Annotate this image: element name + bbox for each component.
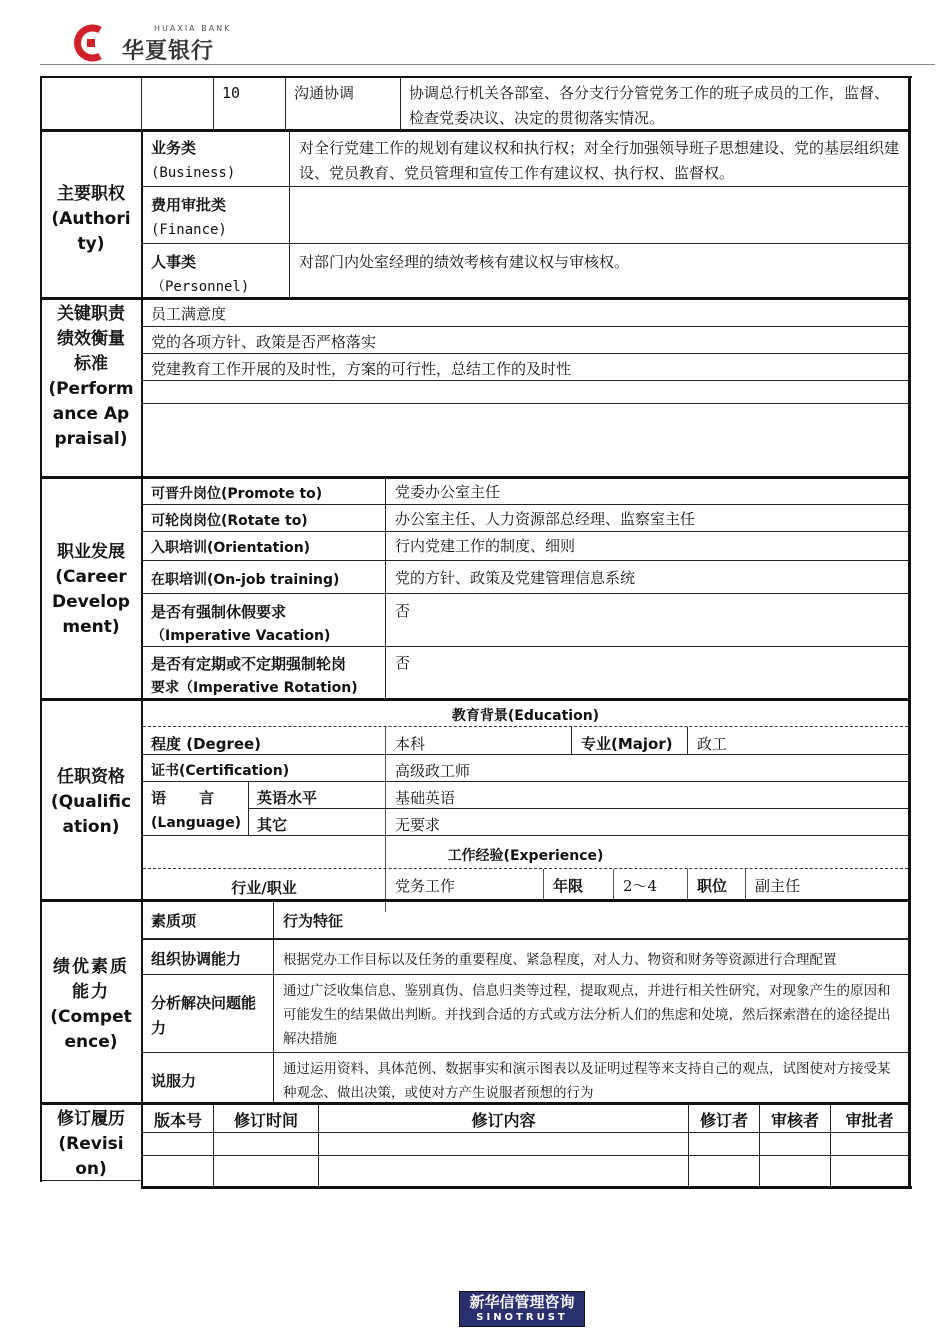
revision-header-reviewer: 审核者 xyxy=(770,1111,819,1130)
career-label xyxy=(44,540,138,640)
top-row-name: 沟通协调 xyxy=(294,84,355,102)
experience-title: 工作经验(Experience) xyxy=(447,848,604,864)
career-label-en: (Career Development) xyxy=(52,567,130,637)
competence-label-cn: 绩优素质能力 xyxy=(53,957,129,1002)
career-value-rotate: 办公室主任、人力资源部总经理、监察室主任 xyxy=(395,510,696,528)
competence-name-2: 分析解决问题能力 xyxy=(151,994,257,1037)
career-value-rotation: 否 xyxy=(395,654,411,672)
competence-col2: 行为特征 xyxy=(283,912,344,930)
career-key-orientation: 入职培训(Orientation) xyxy=(151,540,311,556)
position-value: 副主任 xyxy=(755,877,801,895)
header-rule xyxy=(40,64,935,65)
major-label: 专业(Major) xyxy=(581,735,673,753)
revision-label xyxy=(44,1107,138,1182)
authority-label-cn: 主要职权 xyxy=(57,184,125,204)
authority-cat-finance: 费用审批类 (Finance) xyxy=(151,196,227,238)
footer-logo xyxy=(459,1291,585,1327)
language-label: 语 言 (Language) xyxy=(151,789,242,831)
competence-text-1: 根据党办工作目标以及任务的重要程度、紧急程度，对人力、物资和财务等资源进行合理配置 xyxy=(283,952,837,968)
career-key-rotation: 是否有定期或不定期强制轮岗 要求（Imperative Rotation) xyxy=(151,655,358,696)
qualification-label-en: (Qualification) xyxy=(50,792,132,837)
career-key-promote: 可晋升岗位(Promote to) xyxy=(151,486,323,502)
career-value-vacation: 否 xyxy=(395,602,411,620)
competence-label-en: (Competence) xyxy=(50,1007,132,1052)
revision-label-en: (Revision) xyxy=(58,1134,124,1179)
competence-col1: 素质项 xyxy=(151,912,197,930)
huaxia-bank-logo-icon xyxy=(72,24,112,62)
top-row-no: 10 xyxy=(222,84,241,102)
competence-text-3: 通过运用资料、具体范例、数据事实和演示图表以及证明过程等来支持自己的观点，试图使对方接受某种观念、做出决策，或使对方产生说服者预想的行为 xyxy=(283,1061,891,1101)
performance-label-cn: 关键职责绩效衡量标准 xyxy=(57,304,125,374)
cert-value: 高级政工师 xyxy=(395,762,471,780)
revision-header-approver: 审批者 xyxy=(845,1111,894,1130)
competence-name-1: 组织协调能力 xyxy=(151,950,242,968)
authority-text-business: 对全行党建工作的规划有建议权和执行权；对全行加强领导班子思想建设、党的基层组织建设、党员教育、党员管理和宣传工作有建议权、执行权、监督权。 xyxy=(299,139,900,182)
authority-text-personnel: 对部门内处室经理的绩效考核有建议权与审核权。 xyxy=(299,253,630,271)
revision-label-cn: 修订履历 xyxy=(57,1109,125,1129)
authority-label-en: (Authority) xyxy=(51,209,131,254)
performance-item-4 xyxy=(143,381,908,387)
qualification-label-cn: 任职资格 xyxy=(57,767,125,787)
footer-logo-en: SINOTRUST xyxy=(476,1312,568,1323)
career-key-rotate: 可轮岗岗位(Rotate to) xyxy=(151,513,308,529)
career-value-orientation: 行内党建工作的制度、细则 xyxy=(395,537,576,555)
performance-item-3: 党建教育工作开展的及时性，方案的可行性，总结工作的及时性 xyxy=(151,360,572,378)
other-value: 无要求 xyxy=(395,816,441,834)
years-label: 年限 xyxy=(553,877,584,895)
header-logo xyxy=(72,24,242,64)
career-value-onjob: 党的方针、政策及党建管理信息系统 xyxy=(395,569,636,587)
position-label: 职位 xyxy=(697,877,728,895)
years-value: 2～4 xyxy=(623,877,658,895)
revision-header-reviser: 修订者 xyxy=(699,1111,748,1130)
brand-cn: 华夏银行 xyxy=(122,39,215,64)
career-value-promote: 党委办公室主任 xyxy=(395,483,501,501)
degree-label: 程度 (Degree) xyxy=(151,735,262,753)
authority-label xyxy=(44,182,138,257)
performance-label-en: (Performance Appraisal) xyxy=(48,379,134,449)
competence-name-3: 说服力 xyxy=(151,1072,197,1090)
english-value: 基础英语 xyxy=(395,789,456,807)
table-left-border xyxy=(40,76,42,1182)
performance-item-2: 党的各项方针、政策是否严格落实 xyxy=(151,333,377,351)
top-row-desc: 协调总行机关各部室、各分支行分管党务工作的班子成员的工作，监督、检查党委决议、决定的贯彻落实情况。 xyxy=(409,84,890,127)
qualification-label xyxy=(44,765,138,840)
career-label-cn: 职业发展 xyxy=(57,542,125,562)
revision-header-date: 修订时间 xyxy=(233,1111,298,1130)
authority-cat-business: 业务类 (Business) xyxy=(151,139,236,181)
brand-en: HUAXIA BANK xyxy=(154,24,232,33)
footer-logo-cn: 新华信管理咨询 xyxy=(469,1293,575,1311)
education-title: 教育背景(Education) xyxy=(451,708,600,724)
revision-header-version: 版本号 xyxy=(153,1111,202,1130)
competence-text-2: 通过广泛收集信息、鉴别真伪、信息归类等过程，提取观点，并进行相关性研究，对现象产生的原因和可能发生的结果做出判断。并找到合适的方式或方法分析人们的焦虑和处境，然后探索潜在的途径提出解决措施 xyxy=(283,983,891,1047)
performance-label xyxy=(44,302,138,452)
authority-cat-personnel: 人事类 （Personnel) xyxy=(151,253,250,295)
performance-item-1: 员工满意度 xyxy=(151,305,227,323)
major-value: 政工 xyxy=(697,735,728,753)
revision-header-content: 修订内容 xyxy=(471,1111,536,1130)
other-label: 其它 xyxy=(257,816,288,834)
degree-value: 本科 xyxy=(395,735,426,753)
cert-label: 证书(Certification) xyxy=(151,763,290,779)
english-label: 英语水平 xyxy=(257,789,318,807)
industry-label: 行业/职业 xyxy=(231,879,297,897)
career-key-vacation: 是否有强制休假要求 （Imperative Vacation) xyxy=(151,603,331,644)
career-key-onjob: 在职培训(On-job training) xyxy=(151,572,340,588)
authority-text-finance xyxy=(291,190,908,196)
industry-value: 党务工作 xyxy=(395,877,456,895)
competence-label xyxy=(44,955,138,1055)
